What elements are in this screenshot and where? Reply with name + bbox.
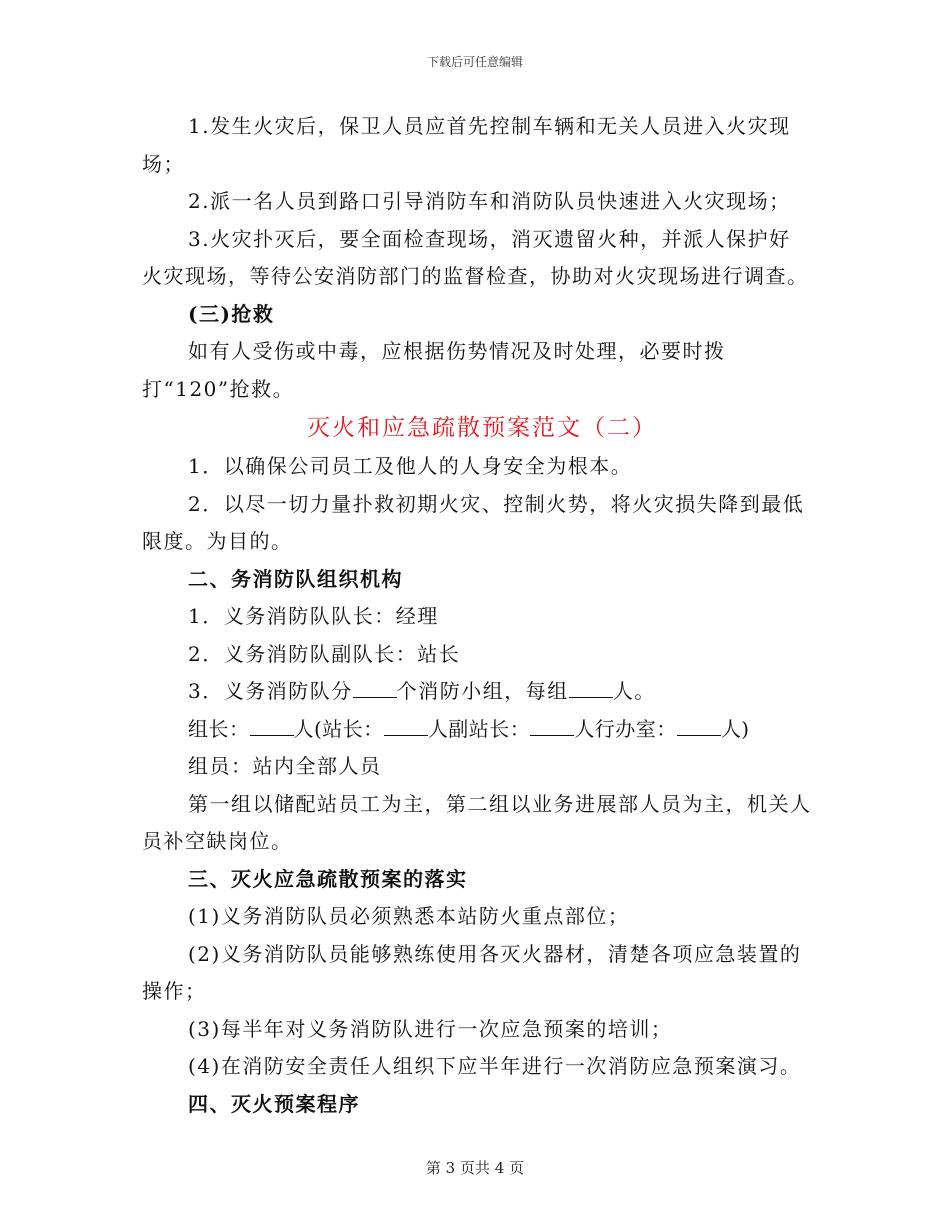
goal-item-2: 2．以尽一切力量扑救初期火灾、控制火势，将火灾损失降到最低限度。为目的。 [142,491,805,553]
goal-item-1: 1．以确保公司员工及他人的人身安全为根本。 [188,454,633,478]
blank-line [677,717,721,736]
org-item-3-mid: 个消防小组，每组 [396,679,569,703]
org-item-3-post: 人。 [612,679,656,703]
blank-line [353,679,397,698]
page-footer: 第 3 页共 4 页 [425,1159,525,1177]
impl-item-2: (2)义务消防队员能够熟练使用各灭火器材，清楚各项应急装置的操作； [142,941,802,1003]
impl-item-3: (3)每半年对义务消防队进行一次应急预案的培训； [188,1016,673,1041]
paragraph-guide-fire-truck: 2.派一名人员到路口引导消防车和消防队员快速进入火灾现场； [188,189,791,213]
heading-organization: 二、务消防队组织机构 [188,566,403,591]
org-item-3-pre: 3．义务消防队分 [188,679,353,703]
org-item-2: 2．义务消防队副队长：站长 [188,641,461,666]
blank-line [384,717,428,736]
leader-d: 人) [720,716,750,741]
paragraph-after-fire: 3.火灾扑灭后，要全面检查现场，消灭遗留火种，并派人保护好火灾现场，等待公安消防部门的监督检查，协助对火灾现场进行调查。 [142,226,809,288]
org-leaders [142,711,812,749]
page-header: 下载后可任意编辑 [426,55,523,69]
impl-item-4: (4)在消防安全责任人组织下应半年进行一次消防应急预案演习。 [188,1054,802,1078]
paragraph-rescue: 如有人受伤或中毒，应根据伤势情况及时处理，必要时拨打“120”抢救。 [142,339,726,401]
org-groups: 第一组以储配站员工为主，第二组以业务进展部人员为主，机关人员补空缺岗位。 [142,791,812,853]
leader-c: 人行办室： [574,716,677,741]
blank-line [569,679,613,698]
blank-line [250,717,294,736]
paragraph-fire-control: 1.发生火灾后，保卫人员应首先控制车辆和无关人员进入火灾现场； [142,114,791,176]
impl-item-1: (1)义务消防队员必须熟悉本站防火重点部位； [188,904,630,928]
blank-line [530,717,574,736]
heading-implementation: 三、灭火应急疏散预案的落实 [188,866,468,891]
heading-rescue: (三)抢救 [188,301,275,326]
org-item-1: 1．义务消防队队长：经理 [188,604,439,628]
leader-b: 人副站长： [427,716,531,741]
document-body [142,108,812,1123]
heading-procedure: 四、灭火预案程序 [188,1091,360,1116]
document-title: 灭火和应急疏散预案范文（二） [307,415,657,441]
leader-a: 人(站长： [293,716,384,741]
org-item-3 [142,673,812,711]
org-members: 组员：站内全部人员 [188,754,382,778]
leader-pre: 组长： [188,716,250,741]
